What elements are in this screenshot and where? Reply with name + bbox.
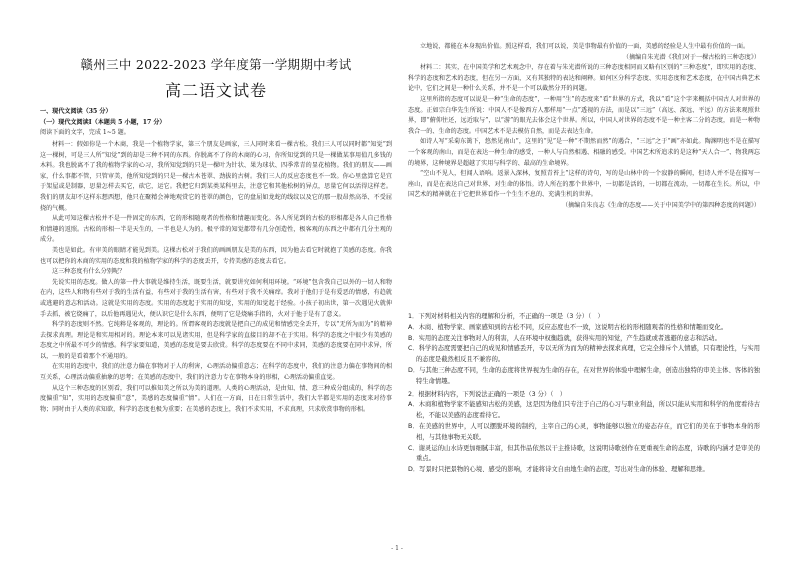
- paragraph: 先说实用的态度。做人的第一件大事就是维持生活，既要生活，就要讲究如何利用环境。“环境”包含我自己以外的一切人和物在内，这些人和物有些对于我的生活有益，有些对于我的生活有害，有些对于我不关痛痒。我对于他们于是有爱恶的情感，有趋就或逃避的意志和活动。这就是实用的态度。实用的态度起于实用的知觉，实用的知觉起于经验。小孩子初出世，第一次遇见火就伸手去抓，被它烧痛了，以后他再遇见火，便认识它是什么东西，便明了它是烧痛手指的，火对于他于是有了意义。: [40, 278, 392, 318]
- question-option: C．科学的态度需要把自己的成见和情感丢开，专以无所为而为的精神去探求真理，它完全排斥个人情感，只有理论性，与实用的态度是截然相反且不兼容的。: [408, 345, 760, 364]
- paragraph: 从此可知这棵古松并不是一件固定的东西，它的形相随观者的性格和情趣而变化。各人所见到的古松的形相都是各人自己性格和情趣的返照。古松的形相一半是天生的，一半也是人为的。极平常的知觉都带有几分创造性，极客观的东西之中都有几分主观的成分。: [40, 215, 392, 244]
- question-2: [408, 390, 760, 476]
- paragraph: 科学的态度则不然。它纯粹是客观的，理论的。所谓客观的态度就是把自己的成见和情感完全丢开，专以“无所为而为”的精神去探求真理。理论是和实用相对的。理论本来可以见诸实用，但是科学家的直接目的却不在于实用。科学的态度之中很少有美感的态度之中所最不可少的情感。科学家要知道，美感的态度是要去欣赏。科学的态度要在不同中求同，美感的态度要在同中求异，所以，一般的是看着那个不通用的。: [40, 321, 392, 360]
- exam-title: 赣州三中 2022-2023 学年度第一学期期中考试: [80, 57, 352, 72]
- paragraph: 材料二：其实，在中国美学和艺术观念中，存在着与朱光潜所说的三种态度相同而又略有区别的“三种态度”，即实用的态度、科学的态度和艺术的态度，但在另一方面，又有其独特的表达和阐释。如何区分科学态度、实用态度和艺术态度，在中国古典艺术论中，它们之间是一种什么关系，并不是一个可以截然分开的问题。: [408, 64, 760, 93]
- section-intro: [40, 107, 392, 139]
- paragraph: 立地说，都能在本身现出价值。照这样看，我们可以说，美是事物最有价值的一面，美感的经验是人生中最有价值的一面。: [420, 43, 750, 50]
- paragraph: 从这个三种态度的区别看，我们可以推知美之所以为美的道理。人类的心理活动，是由知、情、意三种成分组成的，科学的态度偏重“知”，实用的态度偏重“意”，美感的态度偏重“情”。人们在一方面，日在日常生活中，我们大半都是实用的态度来对待事物；同时由于人类的求知欲，科学的态度也极为重要；在美感的态度上，我们不求实用，不求真理，只求欣赏事物的形相。: [40, 384, 392, 413]
- section-heading: 一、现代文阅读（35 分）: [40, 108, 112, 115]
- paragraph: 材料一：假如你是一个木商，我是一个植物学家，第三个朋友是画家，三人同时来看一棵古松。我们三人可以同时都“知觉”到这一棵树，可是三人所“知觉”到的却是三种不同的东西。你脱离不了你的木商的心习，你所知觉到的只是一棵做某事用值几多钱的木料。我也脱离不了我的植物学家的心习，我所知觉到的只是一棵叶为针状、果为球状、四季常青的显花植物。我们的朋友——画家，什么事都不管，只管审美，他所知觉到的只是一棵古木苍翠、劲拔的古树。我们三人的反应态度也不一致。你心里盘算它是宜于架屋或是制器，思量怎样去买它，砍它，运它。我把它归到某类某科里去，注意它和其他松树的异点，思量它何以活得这样老。我们的朋友却不这样东想西想，他只在聚精会神地观赏它的苍翠的颜色，它的盘屈如龙蛇的线纹以及它的那一股昂然高举、不受屈挠的气概。: [40, 141, 392, 212]
- source-note: （摘编自朱光潜《我们对于一棵古松的三种态度》）: [622, 53, 760, 61]
- paragraph: 美也是如此。有审美的眼睛才能见到美。这棵古松对于我们的画画朋友是美的东西，因为他去看它时就抱了美感的态度。你我也可以把你的木商的实用的态度和我的植物学家的科学的态度丢开，专持美感的态度去看它。: [40, 246, 392, 265]
- question-1: [408, 312, 760, 388]
- material-one: [40, 140, 392, 415]
- paragraph: “空山不见人，但闻人语响。返景入深林，复照青苔上”这样的诗句，写的是山林中的一个寂静的瞬间，但诗人并不是在描写一座山，而是在表达自己对世界、对生命的体悟。诗人所在的那个世界中，一切都是活的，一切都在流动，一切都在生长。所以，中国艺术的精神就在于它把世界看作一个生生不息的、充满生机的世界。: [408, 170, 760, 199]
- section-sub-heading: （一）现代文阅读Ⅰ（本题共 5 小题，17 分）: [40, 118, 166, 126]
- paragraph: 这三种态度有什么分别呢？: [52, 268, 126, 276]
- paragraph: 在实用的态度中，我们的注意力偏在事物对于人的利害，心理活动偏重意志；在科学的态度中，我们的注意力偏在事物间的相互关系，心理活动偏重抽象的思考；在美感的态度中，我们的注意力专在事物本身的形相，心理活动偏重直觉。: [40, 363, 392, 382]
- section-instruction: 阅读下面的文字，完成 1~5 题。: [40, 129, 130, 137]
- question-option: B．实用的态度关注事物对人的利害，人在环境中权衡趋就，获得实用的知觉，产生趋就或者逃避的意志和活动。: [408, 334, 721, 342]
- exam-subtitle: 高二语文试卷: [164, 81, 267, 100]
- page-number: - 1 -: [391, 545, 403, 552]
- questions-block: [408, 312, 760, 476]
- source-note: （摘编自朱良志《生命的态度——关于中国美学中的第四种态度的问题》）: [561, 201, 760, 209]
- question-stem: 1．下列对材料相关内容的理解和分析，不正确的一项是（3 分）（ ）: [408, 313, 604, 320]
- question-option: D．写景时只把景物的心境、感受的影响，才能将诗文自由地生命的态度，写出对生命的体验、理解和思维。: [408, 466, 709, 474]
- question-stem: 2．根据材料内容，下列说法正确的一项是（3 分）（ ）: [408, 390, 566, 398]
- question-option: D．与其他三种态度不同，生命的态度将世界视为生命的存在，在对世界的体验中理解生命，创造出独特的审美主体、客体的独特生命情趣。: [408, 366, 760, 385]
- question-option: B．在美感的世界中，人可以摆脱环境的制约，主宰自己的心灵，事物能够以独立的姿态存在，而它们的美在于事物本身的形相，与其他事物无关联。: [408, 422, 760, 441]
- question-option: C．谢灵运的山水诗更加细腻丰富，但其作品依然以干主推诗歌，这说明诗歌创作在更重视生命的态度，诗歌的内涵才是审美的重点。: [408, 444, 760, 463]
- paragraph: 这里所指的态度可以说是一种“生命的态度”，一种用“生”的态度来“看”世界的方式，我以“看”这个字来概括中国古人对世界的态度。正如宗白华先生所说：中国人不是像西方人那样用“一点”透视的方法，而是以“三远”（高远、深远、平远）的方法来观照世界，即“俯仰往还，远近取与”，以“游”的眼光去体会这个世界。所以，中国人对世界的态度不是一种主客二分的态度，而是一种物我合一的、生命的态度。中国艺术不是去模仿自然，而是去表达生命。: [408, 95, 760, 135]
- question-option: A．木商、植物学家、画家感知到的古松不同，反应态度也不一致，这说明古松的形相随观者的性格和情趣而变化。: [408, 323, 728, 331]
- paragraph: 如诗人写“采菊东篱下，悠然见南山”，这里的“见”是一种“不期然而然”的遇合，“三远”之于“画”亦如此。陶渊明也不是在描写一个客观的南山，而是在表达一种生命的感受，一种人与自然相遇、相融的感受。中国艺术所追求的是这种“天人合一”、物我两忘的境界，这种境界是超越了实用与科学的、最高的生命境界。: [408, 138, 760, 167]
- material-continuation: [408, 42, 760, 212]
- question-option: A．木商和植物学家不能感知古松的美感，这是因为他们只专注于自己的心习与职业利益，所以只能从实用和科学的角度看待古松，不能以美感的态度看待它。: [408, 401, 760, 420]
